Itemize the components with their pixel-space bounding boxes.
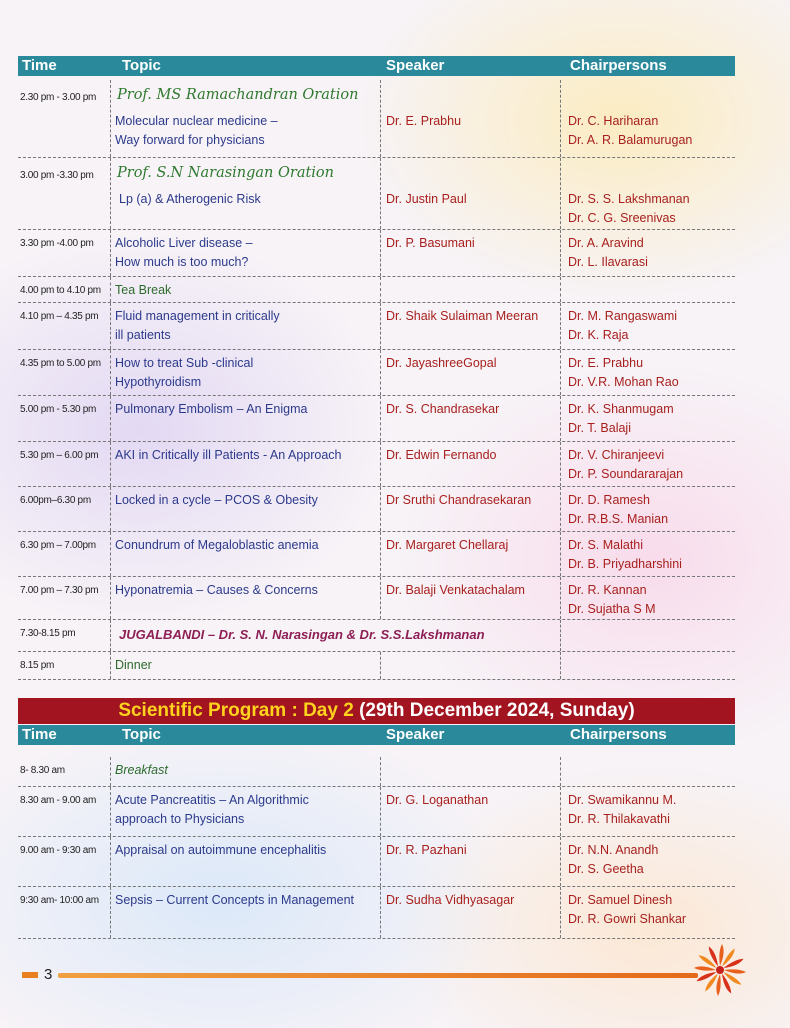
day1-table-header: [18, 56, 735, 76]
session-time: 5.30 pm – 6.00 pm: [20, 450, 99, 461]
time-cell: [18, 620, 110, 651]
topic-line: Way forward for physicians: [115, 133, 265, 147]
chairperson-name: Dr. K. Shanmugam: [568, 402, 674, 416]
speaker-cell: [380, 350, 560, 395]
chairpersons-cell: [560, 652, 735, 679]
speaker-cell: [380, 577, 560, 619]
topic-line: Tea Break: [115, 283, 172, 297]
schedule-row: [18, 230, 735, 277]
chairperson-name: Dr. B. Priyadharshini: [568, 557, 682, 571]
topic-line: Fluid management in critically: [115, 309, 280, 323]
topic-line: AKI in Critically ill Patients - An Approach: [115, 448, 342, 462]
schedule-row: [18, 620, 735, 652]
chairpersons-cell: [560, 757, 735, 786]
chairpersons-cell: [560, 158, 735, 229]
topic-cell: [110, 230, 380, 276]
chairperson-name: Dr. Samuel Dinesh: [568, 893, 673, 907]
topic-line: Appraisal on autoimmune encephalitis: [115, 843, 327, 857]
topic-cell: [110, 620, 560, 651]
chairperson-name: Dr. R. Thilakavathi: [568, 812, 670, 826]
speaker-cell: [380, 837, 560, 886]
schedule-row: [18, 532, 735, 577]
chairperson-name: Dr. A. Aravind: [568, 236, 644, 250]
chairperson-name: Dr. R. Gowri Shankar: [568, 912, 687, 926]
topic-line: Conundrum of Megaloblastic anemia: [115, 538, 319, 552]
time-cell: [18, 396, 110, 441]
schedule-row: [18, 277, 735, 303]
chairpersons-cell: [560, 303, 735, 349]
topic-cell: [110, 837, 380, 886]
topic-line: Locked in a cycle – PCOS & Obesity: [115, 493, 318, 507]
chairpersons-cell: [560, 230, 735, 276]
schedule-row: [18, 303, 735, 350]
header-speaker: Speaker: [386, 726, 445, 743]
chairpersons-cell: [560, 787, 735, 836]
chairpersons-cell: [560, 532, 735, 576]
chairperson-name: Dr. Swamikannu M.: [568, 793, 677, 807]
schedule-row: [18, 350, 735, 396]
session-time: 3.30 pm -4.00 pm: [20, 238, 94, 249]
session-time: 7.30-8.15 pm: [20, 628, 76, 639]
header-time: Time: [22, 57, 57, 74]
speaker-cell: [380, 532, 560, 576]
topic-line: Hyponatremia – Causes & Concerns: [115, 583, 318, 597]
speaker-name: Dr. R. Pazhani: [386, 843, 467, 857]
topic-line: How much is too much?: [115, 255, 249, 269]
chairpersons-cell: [560, 277, 735, 302]
session-time: 9.00 am - 9:30 am: [20, 845, 97, 856]
chairperson-name: Dr. A. R. Balamurugan: [568, 133, 693, 147]
speaker-cell: [380, 277, 560, 302]
topic-cell: [110, 303, 380, 349]
oration-title: Prof. MS Ramachandran Oration: [117, 87, 359, 103]
time-cell: [18, 652, 110, 679]
chairpersons-cell: [560, 577, 735, 619]
speaker-name: Dr. E. Prabhu: [386, 114, 462, 128]
speaker-cell: [380, 442, 560, 486]
topic-cell: [110, 652, 380, 679]
chairperson-name: Dr. S. S. Lakshmanan: [568, 192, 690, 206]
time-cell: [18, 350, 110, 395]
chairperson-name: Dr. S. Malathi: [568, 538, 644, 552]
day2-banner-date: (29th December 2024, Sunday): [359, 700, 635, 721]
speaker-name: Dr. G. Loganathan: [386, 793, 489, 807]
chairpersons-cell: [560, 396, 735, 441]
time-cell: [18, 230, 110, 276]
chairperson-name: Dr. E. Prabhu: [568, 356, 644, 370]
speaker-name: Dr. Edwin Fernando: [386, 448, 497, 462]
day2-banner: [18, 698, 735, 724]
session-time: 4.10 pm – 4.35 pm: [20, 311, 99, 322]
session-time: 2.30 pm - 3.00 pm: [20, 92, 97, 103]
session-time: 3.00 pm -3.30 pm: [20, 170, 94, 181]
time-cell: [18, 757, 110, 786]
session-time: 7.00 pm – 7.30 pm: [20, 585, 99, 596]
chairperson-name: Dr. V. Chiranjeevi: [568, 448, 665, 462]
time-cell: [18, 277, 110, 302]
topic-line: Acute Pancreatitis – An Algorithmic: [115, 793, 309, 807]
speaker-name: Dr. JayashreeGopal: [386, 356, 497, 370]
topic-line: How to treat Sub -clinical: [115, 356, 254, 370]
chairperson-name: Dr. S. Geetha: [568, 862, 644, 876]
header-topic: Topic: [122, 57, 161, 74]
chairperson-name: Dr. N.N. Anandh: [568, 843, 659, 857]
speaker-name: Dr. Balaji Venkatachalam: [386, 583, 525, 597]
chairperson-name: Dr. D. Ramesh: [568, 493, 650, 507]
time-cell: [18, 158, 110, 229]
topic-line: Hypothyroidism: [115, 375, 202, 389]
time-cell: [18, 303, 110, 349]
schedule-row: [18, 652, 735, 680]
session-time: 4.35 pm to 5.00 pm: [20, 358, 101, 369]
chairpersons-cell: [560, 887, 735, 938]
header-chairpersons: Chairpersons: [570, 57, 667, 74]
schedule-row: [18, 887, 735, 939]
chairpersons-cell: [560, 620, 735, 651]
time-cell: [18, 442, 110, 486]
chairperson-name: Dr. T. Balaji: [568, 421, 631, 435]
time-cell: [18, 787, 110, 836]
topic-cell: [110, 577, 380, 619]
chairperson-name: Dr. K. Raja: [568, 328, 629, 342]
session-time: 8.15 pm: [20, 660, 55, 671]
topic-line: ill patients: [115, 328, 171, 342]
speaker-name: Dr. Justin Paul: [386, 192, 467, 206]
topic-cell: [110, 787, 380, 836]
chairperson-name: Dr. C. G. Sreenivas: [568, 211, 676, 225]
session-time: 6.00pm–6.30 pm: [20, 495, 91, 506]
session-time: 9:30 am- 10:00 am: [20, 895, 99, 906]
session-time: 8- 8.30 am: [20, 765, 65, 776]
time-cell: [18, 837, 110, 886]
speaker-cell: [380, 230, 560, 276]
topic-cell: [110, 757, 380, 786]
schedule-row: [18, 487, 735, 532]
time-cell: [18, 80, 110, 157]
topic-line: Alcoholic Liver disease –: [115, 236, 253, 250]
speaker-cell: [380, 757, 560, 786]
topic-cell: [110, 442, 380, 486]
time-cell: [18, 487, 110, 531]
chairperson-name: Dr. M. Rangaswami: [568, 309, 678, 323]
page-number: 3: [44, 966, 53, 983]
footer-accent: [22, 972, 38, 978]
topic-line: Lp (a) & Atherogenic Risk: [119, 192, 261, 206]
speaker-cell: [380, 652, 560, 679]
speaker-cell: [380, 158, 560, 229]
day2-banner-title: Scientific Program : Day 2: [118, 700, 354, 721]
chairpersons-cell: [560, 80, 735, 157]
chairperson-name: Dr. C. Hariharan: [568, 114, 659, 128]
chairpersons-cell: [560, 837, 735, 886]
footer-rule: [58, 973, 698, 978]
chairperson-name: Dr. Sujatha S M: [568, 602, 656, 616]
header-speaker: Speaker: [386, 57, 445, 74]
oration-title: Prof. S.N Narasingan Oration: [117, 165, 335, 181]
schedule-row: [18, 757, 735, 787]
session-time: 6.30 pm – 7.00pm: [20, 540, 96, 551]
chairperson-name: Dr. R. Kannan: [568, 583, 647, 597]
time-cell: [18, 577, 110, 619]
special-session: JUGALBANDI – Dr. S. N. Narasingan & Dr. S.S.Lakshmanan: [119, 627, 485, 642]
topic-cell: [110, 80, 380, 157]
speaker-cell: [380, 787, 560, 836]
topic-line: Dinner: [115, 658, 152, 672]
header-time: Time: [22, 726, 57, 743]
chairperson-name: Dr. V.R. Mohan Rao: [568, 375, 679, 389]
topic-line: Pulmonary Embolism – An Enigma: [115, 402, 308, 416]
chairpersons-cell: [560, 350, 735, 395]
topic-cell: [110, 487, 380, 531]
topic-cell: [110, 396, 380, 441]
chairperson-name: Dr. L. Ilavarasi: [568, 255, 648, 269]
schedule-row: [18, 396, 735, 442]
time-cell: [18, 887, 110, 938]
session-time: 4.00 pm to 4.10 pm: [20, 285, 101, 296]
time-cell: [18, 532, 110, 576]
topic-cell: [110, 887, 380, 938]
speaker-name: Dr. S. Chandrasekar: [386, 402, 500, 416]
flower-icon: [690, 940, 750, 1000]
schedule-row: [18, 787, 735, 837]
header-topic: Topic: [122, 726, 161, 743]
schedule-row: [18, 80, 735, 158]
schedule-row: [18, 442, 735, 487]
speaker-name: Dr. Margaret Chellaraj: [386, 538, 509, 552]
topic-line: Breakfast: [115, 763, 168, 777]
speaker-cell: [380, 487, 560, 531]
header-chairpersons: Chairpersons: [570, 726, 667, 743]
schedule-row: [18, 837, 735, 887]
chairpersons-cell: [560, 442, 735, 486]
speaker-cell: [380, 80, 560, 157]
speaker-cell: [380, 303, 560, 349]
topic-line: Sepsis – Current Concepts in Management: [115, 893, 355, 907]
speaker-name: Dr. P. Basumani: [386, 236, 475, 250]
schedule-row: [18, 577, 735, 620]
topic-cell: [110, 532, 380, 576]
speaker-name: Dr. Shaik Sulaiman Meeran: [386, 309, 539, 323]
chairperson-name: Dr. P. Soundararajan: [568, 467, 684, 481]
topic-cell: [110, 277, 380, 302]
topic-line: Molecular nuclear medicine –: [115, 114, 278, 128]
session-time: 5.00 pm - 5.30 pm: [20, 404, 97, 415]
topic-cell: [110, 350, 380, 395]
day2-table-header: [18, 725, 735, 745]
speaker-name: Dr. Sudha Vidhyasagar: [386, 893, 515, 907]
topic-cell: [110, 158, 380, 229]
chairperson-name: Dr. R.B.S. Manian: [568, 512, 669, 526]
schedule-row: [18, 158, 735, 230]
speaker-name: Dr Sruthi Chandrasekaran: [386, 493, 532, 507]
topic-line: approach to Physicians: [115, 812, 245, 826]
speaker-cell: [380, 887, 560, 938]
session-time: 8.30 am - 9.00 am: [20, 795, 97, 806]
speaker-cell: [380, 396, 560, 441]
chairpersons-cell: [560, 487, 735, 531]
